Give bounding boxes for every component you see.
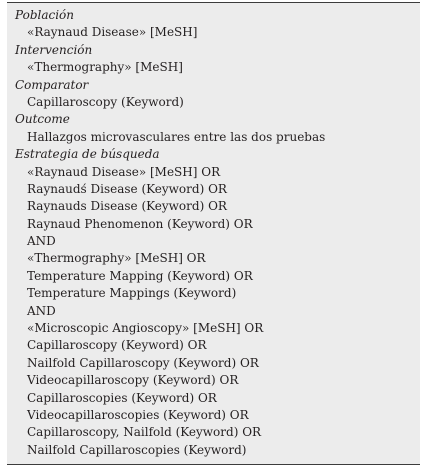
search-term-line: «Raynaud Disease» [MeSH] OR: [27, 164, 221, 179]
search-term-line: Temperature Mappings (Keyword): [27, 286, 237, 301]
search-term-line: Videocapillaroscopies (Keyword) OR: [27, 407, 249, 422]
search-term-line: Videocapillaroscopy (Keyword) OR: [27, 373, 239, 388]
search-term-line: Raynaud Phenomenon (Keyword) OR: [27, 216, 253, 231]
search-strategy-table: [7, 2, 420, 465]
section-heading: Estrategia de búsqueda: [15, 147, 160, 162]
search-term-line: «Thermography» [MeSH]: [27, 60, 183, 75]
search-term-line: «Raynaud Disease» [MeSH]: [27, 25, 198, 40]
section-heading: Outcome: [15, 112, 70, 127]
search-term-line: Raynauds Disease (Keyword) OR: [27, 199, 227, 214]
search-term-line: Capillaroscopy (Keyword): [27, 94, 184, 109]
search-term-line: Hallazgos microvasculares entre las dos pruebas: [27, 129, 326, 144]
search-term-line: «Microscopic Angioscopy» [MeSH] OR: [27, 321, 264, 336]
search-term-line: Nailfold Capillaroscopies (Keyword): [27, 442, 247, 457]
search-term-line: «Thermography» [MeSH] OR: [27, 251, 206, 266]
table-lines: [7, 7, 420, 459]
section-heading: Intervención: [15, 42, 93, 57]
search-term-line: Temperature Mapping (Keyword) OR: [27, 268, 253, 283]
search-term-line: Capillaroscopy, Nailfold (Keyword) OR: [27, 425, 262, 440]
search-term-line: AND: [27, 234, 56, 249]
search-term-line: Capillaroscopies (Keyword) OR: [27, 390, 217, 405]
search-term-line: AND: [27, 303, 56, 318]
search-term-line: Nailfold Capillaroscopy (Keyword) OR: [27, 355, 259, 370]
search-term-line: Raynaudś Disease (Keyword) OR: [27, 181, 227, 196]
section-heading: Población: [15, 8, 74, 22]
section-heading: Comparator: [15, 77, 89, 92]
search-term-line: Capillaroscopy (Keyword) OR: [27, 338, 207, 353]
